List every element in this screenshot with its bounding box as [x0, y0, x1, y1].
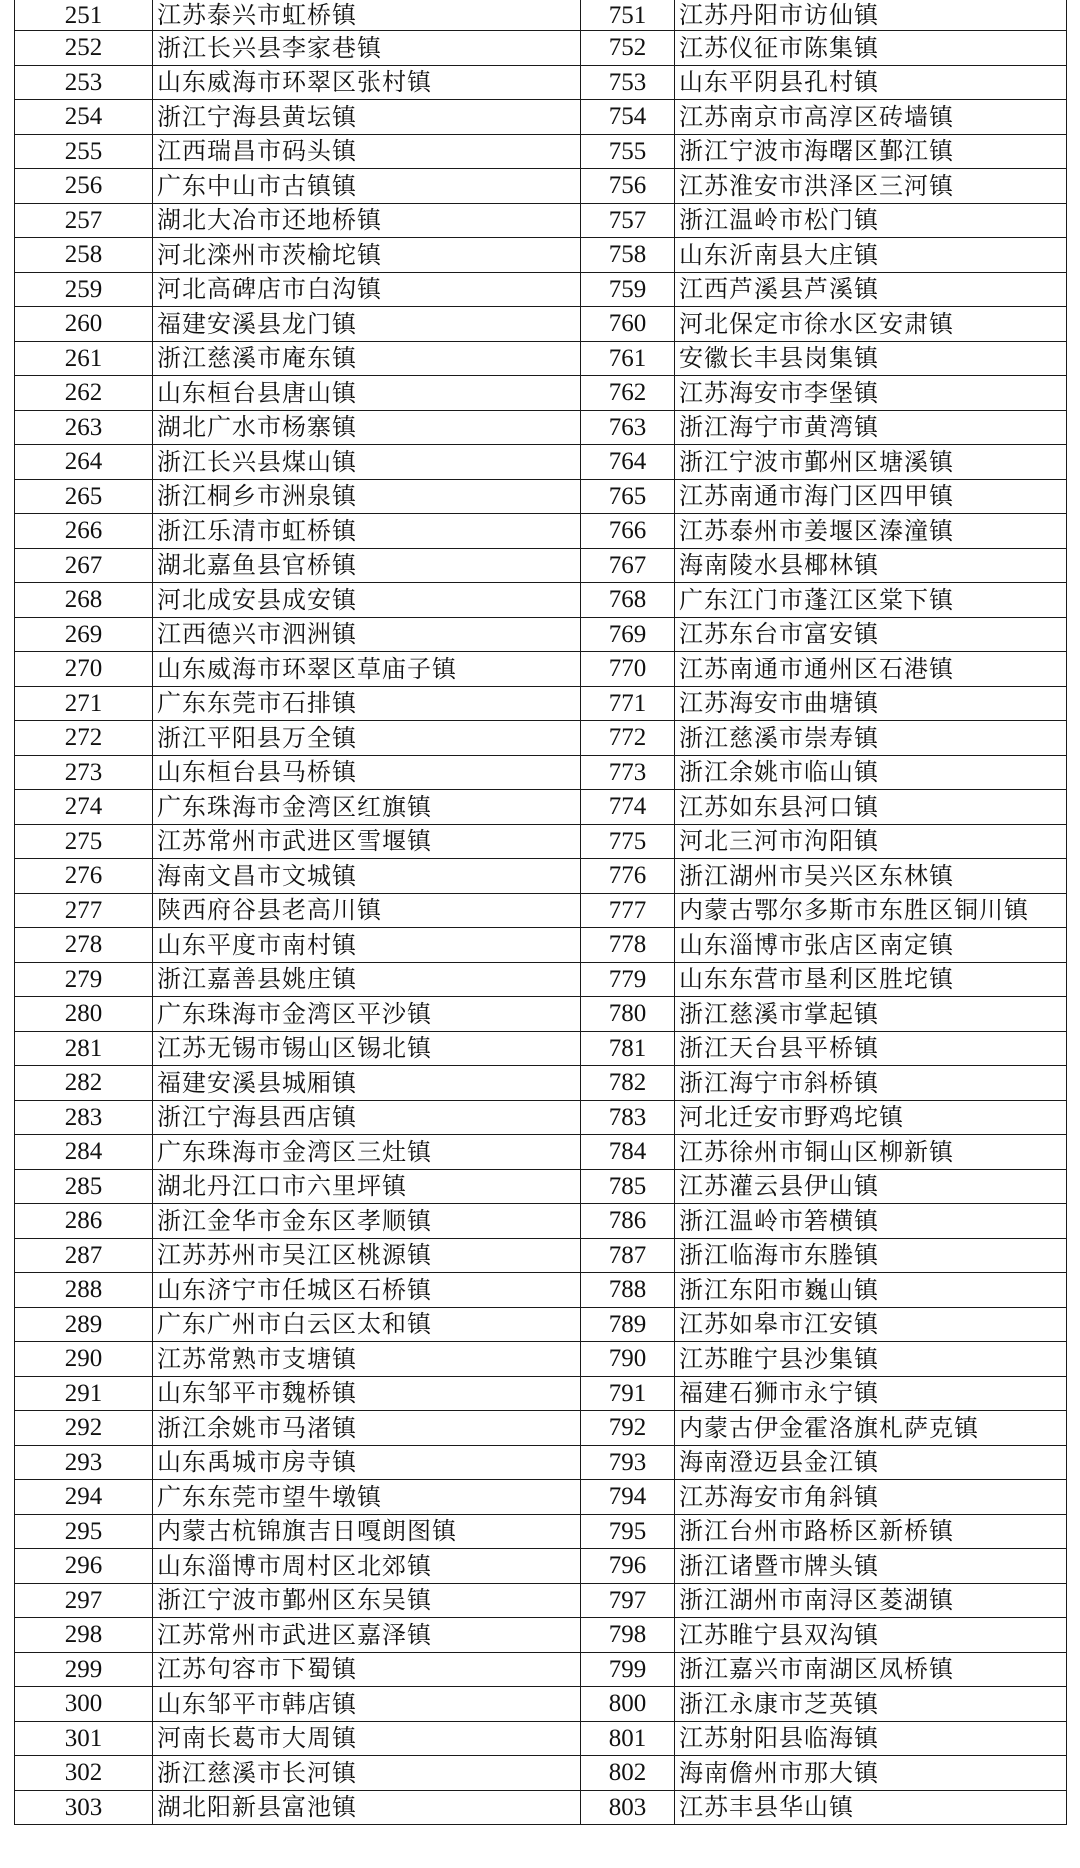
- rank-left-cell: 251: [15, 0, 153, 31]
- table-row: [15, 203, 1067, 238]
- rank-right-cell: 791: [581, 1376, 675, 1411]
- town-right-cell: 浙江温岭市松门镇: [675, 203, 1067, 238]
- town-left-cell: 浙江慈溪市庵东镇: [153, 341, 581, 376]
- rank-left-cell: 275: [15, 824, 153, 859]
- town-left-cell: 江苏常州市武进区嘉泽镇: [153, 1618, 581, 1653]
- rank-right-cell: 766: [581, 514, 675, 549]
- rank-left-cell: 301: [15, 1721, 153, 1756]
- rank-right-cell: 796: [581, 1549, 675, 1584]
- table-row: [15, 1273, 1067, 1308]
- town-right-cell: 浙江嘉兴市南湖区凤桥镇: [675, 1652, 1067, 1687]
- town-left-cell: 山东邹平市魏桥镇: [153, 1376, 581, 1411]
- rank-left-cell: 282: [15, 1066, 153, 1101]
- table-row: [15, 1445, 1067, 1480]
- town-right-cell: 江苏睢宁县沙集镇: [675, 1342, 1067, 1377]
- table-row: [15, 376, 1067, 411]
- town-left-cell: 江西德兴市泗洲镇: [153, 617, 581, 652]
- rank-left-cell: 295: [15, 1514, 153, 1549]
- town-left-cell: 江苏无锡市锡山区锡北镇: [153, 1031, 581, 1066]
- table-row: [15, 652, 1067, 687]
- town-left-cell: 山东威海市环翠区草庙子镇: [153, 652, 581, 687]
- table-row: [15, 1342, 1067, 1377]
- town-left-cell: 浙江平阳县万全镇: [153, 721, 581, 756]
- town-left-cell: 浙江金华市金东区孝顺镇: [153, 1204, 581, 1239]
- table-row: [15, 1721, 1067, 1756]
- rank-right-cell: 787: [581, 1238, 675, 1273]
- table-row: [15, 824, 1067, 859]
- rank-right-cell: 767: [581, 548, 675, 583]
- town-left-cell: 浙江宁海县西店镇: [153, 1100, 581, 1135]
- rank-left-cell: 269: [15, 617, 153, 652]
- rank-right-cell: 801: [581, 1721, 675, 1756]
- town-left-cell: 江西瑞昌市码头镇: [153, 134, 581, 169]
- town-right-cell: 江苏射阳县临海镇: [675, 1721, 1067, 1756]
- town-left-cell: 江苏常州市武进区雪堰镇: [153, 824, 581, 859]
- town-right-cell: 浙江天台县平桥镇: [675, 1031, 1067, 1066]
- table-row: [15, 1480, 1067, 1515]
- rank-right-cell: 769: [581, 617, 675, 652]
- town-right-cell: 浙江海宁市斜桥镇: [675, 1066, 1067, 1101]
- rank-left-cell: 263: [15, 410, 153, 445]
- town-left-cell: 山东济宁市任城区石桥镇: [153, 1273, 581, 1308]
- table-row: [15, 169, 1067, 204]
- town-left-cell: 河南长葛市大周镇: [153, 1721, 581, 1756]
- rank-left-cell: 265: [15, 479, 153, 514]
- rank-left-cell: 291: [15, 1376, 153, 1411]
- town-right-cell: 海南澄迈县金江镇: [675, 1445, 1067, 1480]
- table-row: [15, 479, 1067, 514]
- table-row: [15, 65, 1067, 100]
- rank-right-cell: 758: [581, 238, 675, 273]
- table-row: [15, 1031, 1067, 1066]
- town-right-cell: 江苏海安市角斜镇: [675, 1480, 1067, 1515]
- rank-right-cell: 774: [581, 790, 675, 825]
- rank-right-cell: 777: [581, 893, 675, 928]
- town-right-cell: 江苏淮安市洪泽区三河镇: [675, 169, 1067, 204]
- table-row: [15, 307, 1067, 342]
- rank-right-cell: 785: [581, 1169, 675, 1204]
- town-left-cell: 福建安溪县城厢镇: [153, 1066, 581, 1101]
- rank-right-cell: 765: [581, 479, 675, 514]
- rank-left-cell: 293: [15, 1445, 153, 1480]
- rank-left-cell: 262: [15, 376, 153, 411]
- table-row: [15, 31, 1067, 66]
- table-row: [15, 341, 1067, 376]
- table-row: [15, 1652, 1067, 1687]
- rank-right-cell: 795: [581, 1514, 675, 1549]
- rank-left-cell: 276: [15, 859, 153, 894]
- town-right-cell: 江苏丹阳市访仙镇: [675, 0, 1067, 31]
- rank-left-cell: 283: [15, 1100, 153, 1135]
- town-left-cell: 山东淄博市周村区北郊镇: [153, 1549, 581, 1584]
- rank-right-cell: 771: [581, 686, 675, 721]
- rank-left-cell: 280: [15, 997, 153, 1032]
- town-right-cell: 河北迁安市野鸡坨镇: [675, 1100, 1067, 1135]
- rank-right-cell: 803: [581, 1790, 675, 1825]
- town-right-cell: 江苏南通市通州区石港镇: [675, 652, 1067, 687]
- town-right-cell: 海南儋州市那大镇: [675, 1756, 1067, 1791]
- rank-right-cell: 783: [581, 1100, 675, 1135]
- rank-right-cell: 782: [581, 1066, 675, 1101]
- rank-left-cell: 281: [15, 1031, 153, 1066]
- rank-left-cell: 273: [15, 755, 153, 790]
- table-row: [15, 1790, 1067, 1825]
- town-left-cell: 福建安溪县龙门镇: [153, 307, 581, 342]
- town-right-cell: 福建石狮市永宁镇: [675, 1376, 1067, 1411]
- town-right-cell: 浙江慈溪市掌起镇: [675, 997, 1067, 1032]
- table-row: [15, 893, 1067, 928]
- town-right-cell: 浙江东阳市巍山镇: [675, 1273, 1067, 1308]
- town-right-cell: 江苏海安市曲塘镇: [675, 686, 1067, 721]
- town-right-cell: 安徽长丰县岗集镇: [675, 341, 1067, 376]
- rank-right-cell: 775: [581, 824, 675, 859]
- rank-right-cell: 797: [581, 1583, 675, 1618]
- town-left-cell: 山东禹城市房寺镇: [153, 1445, 581, 1480]
- town-right-cell: 海南陵水县椰林镇: [675, 548, 1067, 583]
- table-row: [15, 997, 1067, 1032]
- rank-right-cell: 756: [581, 169, 675, 204]
- town-left-cell: 河北滦州市茨榆坨镇: [153, 238, 581, 273]
- rank-right-cell: 776: [581, 859, 675, 894]
- town-right-cell: 浙江诸暨市牌头镇: [675, 1549, 1067, 1584]
- town-right-cell: 江苏泰州市姜堰区溱潼镇: [675, 514, 1067, 549]
- town-right-cell: 江苏海安市李堡镇: [675, 376, 1067, 411]
- town-right-cell: 浙江宁波市鄞州区塘溪镇: [675, 445, 1067, 480]
- town-left-cell: 陕西府谷县老高川镇: [153, 893, 581, 928]
- table-row: [15, 928, 1067, 963]
- rank-left-cell: 284: [15, 1135, 153, 1170]
- town-left-cell: 浙江长兴县煤山镇: [153, 445, 581, 480]
- rank-right-cell: 779: [581, 962, 675, 997]
- rank-left-cell: 292: [15, 1411, 153, 1446]
- town-left-cell: 广东广州市白云区太和镇: [153, 1307, 581, 1342]
- town-left-cell: 山东威海市环翠区张村镇: [153, 65, 581, 100]
- town-right-cell: 浙江余姚市临山镇: [675, 755, 1067, 790]
- rank-right-cell: 786: [581, 1204, 675, 1239]
- town-left-cell: 湖北大冶市还地桥镇: [153, 203, 581, 238]
- table-row: [15, 755, 1067, 790]
- town-ranking-table: [14, 0, 1067, 1825]
- town-ranking-sheet: [14, 0, 1066, 1825]
- rank-right-cell: 751: [581, 0, 675, 31]
- table-row: [15, 1411, 1067, 1446]
- rank-right-cell: 789: [581, 1307, 675, 1342]
- town-left-cell: 湖北广水市杨寨镇: [153, 410, 581, 445]
- town-right-cell: 浙江永康市芝英镇: [675, 1687, 1067, 1722]
- town-right-cell: 浙江温岭市箬横镇: [675, 1204, 1067, 1239]
- table-row: [15, 617, 1067, 652]
- town-left-cell: 浙江宁波市鄞州区东吴镇: [153, 1583, 581, 1618]
- rank-left-cell: 285: [15, 1169, 153, 1204]
- town-left-cell: 湖北阳新县富池镇: [153, 1790, 581, 1825]
- table-row: [15, 445, 1067, 480]
- table-row: [15, 1204, 1067, 1239]
- rank-right-cell: 770: [581, 652, 675, 687]
- rank-left-cell: 296: [15, 1549, 153, 1584]
- rank-left-cell: 272: [15, 721, 153, 756]
- town-left-cell: 广东东莞市石排镇: [153, 686, 581, 721]
- rank-right-cell: 768: [581, 583, 675, 618]
- town-right-cell: 浙江湖州市南浔区菱湖镇: [675, 1583, 1067, 1618]
- table-row: [15, 1514, 1067, 1549]
- rank-left-cell: 286: [15, 1204, 153, 1239]
- rank-left-cell: 266: [15, 514, 153, 549]
- rank-right-cell: 764: [581, 445, 675, 480]
- table-row: [15, 1135, 1067, 1170]
- town-left-cell: 广东中山市古镇镇: [153, 169, 581, 204]
- town-left-cell: 浙江长兴县李家巷镇: [153, 31, 581, 66]
- rank-right-cell: 757: [581, 203, 675, 238]
- town-left-cell: 湖北丹江口市六里坪镇: [153, 1169, 581, 1204]
- table-row: [15, 514, 1067, 549]
- table-row: [15, 410, 1067, 445]
- rank-left-cell: 255: [15, 134, 153, 169]
- town-right-cell: 山东淄博市张店区南定镇: [675, 928, 1067, 963]
- town-left-cell: 山东邹平市韩店镇: [153, 1687, 581, 1722]
- rank-left-cell: 252: [15, 31, 153, 66]
- town-right-cell: 江苏如皋市江安镇: [675, 1307, 1067, 1342]
- town-right-cell: 江苏南京市高淳区砖墙镇: [675, 100, 1067, 135]
- town-left-cell: 江苏句容市下蜀镇: [153, 1652, 581, 1687]
- rank-right-cell: 780: [581, 997, 675, 1032]
- town-right-cell: 江苏东台市富安镇: [675, 617, 1067, 652]
- rank-left-cell: 264: [15, 445, 153, 480]
- rank-right-cell: 800: [581, 1687, 675, 1722]
- town-right-cell: 广东江门市蓬江区棠下镇: [675, 583, 1067, 618]
- table-row: [15, 686, 1067, 721]
- town-left-cell: 广东珠海市金湾区三灶镇: [153, 1135, 581, 1170]
- town-right-cell: 浙江慈溪市崇寿镇: [675, 721, 1067, 756]
- table-row: [15, 1756, 1067, 1791]
- rank-left-cell: 299: [15, 1652, 153, 1687]
- town-left-cell: 山东桓台县马桥镇: [153, 755, 581, 790]
- town-left-cell: 浙江桐乡市洲泉镇: [153, 479, 581, 514]
- rank-right-cell: 772: [581, 721, 675, 756]
- rank-left-cell: 294: [15, 1480, 153, 1515]
- rank-left-cell: 274: [15, 790, 153, 825]
- rank-left-cell: 256: [15, 169, 153, 204]
- rank-left-cell: 297: [15, 1583, 153, 1618]
- town-right-cell: 内蒙古鄂尔多斯市东胜区铜川镇: [675, 893, 1067, 928]
- rank-left-cell: 253: [15, 65, 153, 100]
- rank-right-cell: 794: [581, 1480, 675, 1515]
- town-right-cell: 江苏徐州市铜山区柳新镇: [675, 1135, 1067, 1170]
- town-right-cell: 江苏如东县河口镇: [675, 790, 1067, 825]
- town-right-cell: 内蒙古伊金霍洛旗札萨克镇: [675, 1411, 1067, 1446]
- town-left-cell: 江苏泰兴市虹桥镇: [153, 0, 581, 31]
- town-right-cell: 山东东营市垦利区胜坨镇: [675, 962, 1067, 997]
- rank-left-cell: 278: [15, 928, 153, 963]
- town-left-cell: 浙江乐清市虹桥镇: [153, 514, 581, 549]
- rank-left-cell: 267: [15, 548, 153, 583]
- town-right-cell: 江西芦溪县芦溪镇: [675, 272, 1067, 307]
- rank-left-cell: 277: [15, 893, 153, 928]
- table-row: [15, 1583, 1067, 1618]
- town-right-cell: 江苏睢宁县双沟镇: [675, 1618, 1067, 1653]
- rank-left-cell: 290: [15, 1342, 153, 1377]
- rank-right-cell: 773: [581, 755, 675, 790]
- table-row: [15, 1169, 1067, 1204]
- rank-left-cell: 303: [15, 1790, 153, 1825]
- town-left-cell: 山东平度市南村镇: [153, 928, 581, 963]
- town-right-cell: 山东沂南县大庄镇: [675, 238, 1067, 273]
- rank-left-cell: 302: [15, 1756, 153, 1791]
- town-left-cell: 内蒙古杭锦旗吉日嘎朗图镇: [153, 1514, 581, 1549]
- rank-left-cell: 257: [15, 203, 153, 238]
- rank-right-cell: 754: [581, 100, 675, 135]
- rank-right-cell: 798: [581, 1618, 675, 1653]
- rank-right-cell: 781: [581, 1031, 675, 1066]
- rank-left-cell: 260: [15, 307, 153, 342]
- table-row: [15, 790, 1067, 825]
- town-right-cell: 浙江海宁市黄湾镇: [675, 410, 1067, 445]
- town-left-cell: 广东珠海市金湾区红旗镇: [153, 790, 581, 825]
- table-row: [15, 100, 1067, 135]
- table-row: [15, 272, 1067, 307]
- rank-right-cell: 802: [581, 1756, 675, 1791]
- town-left-cell: 浙江宁海县黄坛镇: [153, 100, 581, 135]
- town-left-cell: 广东东莞市望牛墩镇: [153, 1480, 581, 1515]
- town-left-cell: 江苏常熟市支塘镇: [153, 1342, 581, 1377]
- town-left-cell: 河北高碑店市白沟镇: [153, 272, 581, 307]
- rank-left-cell: 298: [15, 1618, 153, 1653]
- town-right-cell: 浙江湖州市吴兴区东林镇: [675, 859, 1067, 894]
- rank-right-cell: 752: [581, 31, 675, 66]
- rank-right-cell: 778: [581, 928, 675, 963]
- table-body: [15, 0, 1067, 1825]
- town-left-cell: 湖北嘉鱼县官桥镇: [153, 548, 581, 583]
- rank-left-cell: 288: [15, 1273, 153, 1308]
- table-row: [15, 134, 1067, 169]
- town-left-cell: 浙江嘉善县姚庄镇: [153, 962, 581, 997]
- table-row: [15, 583, 1067, 618]
- rank-left-cell: 279: [15, 962, 153, 997]
- town-right-cell: 江苏灌云县伊山镇: [675, 1169, 1067, 1204]
- table-row: [15, 548, 1067, 583]
- town-right-cell: 山东平阴县孔村镇: [675, 65, 1067, 100]
- table-row: [15, 1307, 1067, 1342]
- rank-right-cell: 753: [581, 65, 675, 100]
- table-row: [15, 0, 1067, 31]
- town-left-cell: 河北成安县成安镇: [153, 583, 581, 618]
- rank-right-cell: 788: [581, 1273, 675, 1308]
- rank-right-cell: 792: [581, 1411, 675, 1446]
- rank-right-cell: 793: [581, 1445, 675, 1480]
- rank-right-cell: 784: [581, 1135, 675, 1170]
- rank-left-cell: 268: [15, 583, 153, 618]
- rank-left-cell: 258: [15, 238, 153, 273]
- town-right-cell: 浙江临海市东塍镇: [675, 1238, 1067, 1273]
- town-left-cell: 山东桓台县唐山镇: [153, 376, 581, 411]
- rank-left-cell: 287: [15, 1238, 153, 1273]
- rank-right-cell: 799: [581, 1652, 675, 1687]
- rank-right-cell: 762: [581, 376, 675, 411]
- table-row: [15, 1376, 1067, 1411]
- town-left-cell: 浙江慈溪市长河镇: [153, 1756, 581, 1791]
- rank-right-cell: 760: [581, 307, 675, 342]
- rank-left-cell: 271: [15, 686, 153, 721]
- table-row: [15, 1100, 1067, 1135]
- rank-right-cell: 761: [581, 341, 675, 376]
- rank-left-cell: 259: [15, 272, 153, 307]
- town-right-cell: 河北三河市泃阳镇: [675, 824, 1067, 859]
- rank-right-cell: 763: [581, 410, 675, 445]
- town-right-cell: 浙江台州市路桥区新桥镇: [675, 1514, 1067, 1549]
- rank-left-cell: 289: [15, 1307, 153, 1342]
- rank-right-cell: 790: [581, 1342, 675, 1377]
- table-row: [15, 1618, 1067, 1653]
- table-row: [15, 1687, 1067, 1722]
- town-right-cell: 河北保定市徐水区安肃镇: [675, 307, 1067, 342]
- town-left-cell: 浙江余姚市马渚镇: [153, 1411, 581, 1446]
- town-right-cell: 浙江宁波市海曙区鄞江镇: [675, 134, 1067, 169]
- rank-right-cell: 755: [581, 134, 675, 169]
- town-left-cell: 广东珠海市金湾区平沙镇: [153, 997, 581, 1032]
- table-row: [15, 962, 1067, 997]
- town-right-cell: 江苏南通市海门区四甲镇: [675, 479, 1067, 514]
- town-left-cell: 江苏苏州市吴江区桃源镇: [153, 1238, 581, 1273]
- rank-left-cell: 261: [15, 341, 153, 376]
- table-row: [15, 721, 1067, 756]
- table-row: [15, 859, 1067, 894]
- table-row: [15, 1238, 1067, 1273]
- rank-left-cell: 300: [15, 1687, 153, 1722]
- rank-left-cell: 254: [15, 100, 153, 135]
- town-left-cell: 海南文昌市文城镇: [153, 859, 581, 894]
- table-row: [15, 238, 1067, 273]
- rank-left-cell: 270: [15, 652, 153, 687]
- town-right-cell: 江苏丰县华山镇: [675, 1790, 1067, 1825]
- table-row: [15, 1549, 1067, 1584]
- town-right-cell: 江苏仪征市陈集镇: [675, 31, 1067, 66]
- rank-right-cell: 759: [581, 272, 675, 307]
- table-row: [15, 1066, 1067, 1101]
